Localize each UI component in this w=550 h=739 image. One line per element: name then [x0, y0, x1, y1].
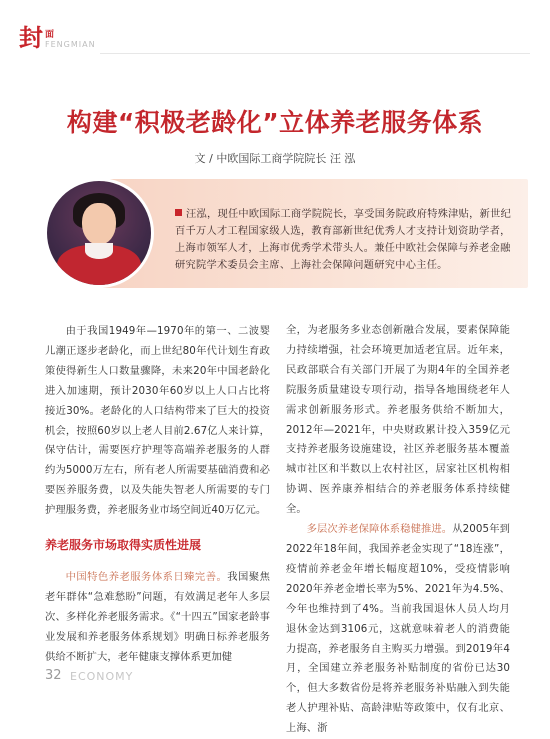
- paragraph-1: 由于我国1949年—1970年的第一、二波婴儿潮正逐步老龄化，而上世纪80年代计划生育政策使得新生人口数量骤降，未来20年中国老龄化进入加速期，预计2030年60岁以上人口占比将接近30%。老龄化的人口结构带来了巨大的投资机会，按照60岁以上老人目前2.67亿人来计算，保守估计，需要医疗护理等高端养老服务的人群约为5000万左右，所有老人所需要基础消费和必要医养服务费，以及失能失智老人所需要的专门护理服务费，养老服务业市场空间近40万亿元。: [45, 325, 270, 517]
- author-portrait: [47, 181, 151, 285]
- paragraph-2-lead: 中国特色养老服务体系日臻完善。: [65, 571, 228, 583]
- paragraph-4-body: 从2005年到2022年18年间，我国养老金实现了“18连涨”，疫情前养老金年增长幅度超10%，受疫情影响2020年养老金增长率为5%、2021年为4.5%、今年也维持到了4%。当前我国退休人员人均月退休金达到3106元，这就意味着老人的消费能力提高，养老服务自主购买力增强。到2019年4月，全国建立养老服务补贴制度的省份已达30个，但大多数省份是将养老服务补贴融入到失能老人护理补贴、高龄津贴等政策中，仅有北京、上海、浙: [286, 523, 511, 735]
- author-bio: [175, 206, 515, 274]
- column-title: 封: [19, 24, 43, 52]
- paragraph-3: 全，为老服务多业态创新融合发展，要素保障能力持续增强，社会环境更加适老宜居。近年来，民政部联合有关部门开展了为期4年的全国养老院服务质量建设专项行动，指导各地围绕老年人需求创新服务形式。养老服务供给不断加大，2012年—2021年，中央财政累计投入359亿元支持养老服务设施建设，社区养老服务基本覆盖城市社区和半数以上农村社区，居家社区机构相协调、医养康养相结合的养老服务体系持续健全。: [286, 324, 510, 516]
- body-column-left-lower: [45, 568, 270, 668]
- page-number: 32: [45, 668, 62, 683]
- column-brand: [19, 26, 96, 50]
- column-title-suffix: 面: [45, 30, 55, 40]
- paragraph-4-lead: 多层次养老保障体系稳健推进。: [306, 523, 453, 536]
- paragraph-2-body: 我国聚焦老年群体“急难愁盼”问题，有效满足老年人多层次、多样化养老服务需求。《“十四五”国家老龄事业发展和养老服务体系规划》明确日标养老服务供给不断扩大，老年健康支撑体系更加健: [45, 571, 270, 663]
- paragraph-4: [286, 520, 510, 739]
- body-column-right: [286, 321, 510, 739]
- paragraph-2: [45, 568, 270, 668]
- header-divider: [100, 53, 530, 54]
- section-heading: 养老服务市场取得实质性进展: [45, 538, 202, 552]
- article-byline: 文 / 中欧国际工商学院院长 汪 泓: [194, 152, 356, 165]
- portrait-collar: [85, 243, 113, 259]
- column-title-pinyin: FENGMIAN: [45, 40, 96, 49]
- bio-bullet-icon: [175, 209, 182, 216]
- footer-section: ECONOMY: [70, 670, 134, 683]
- portrait-face: [82, 203, 116, 245]
- article-title: 构建“积极老龄化”立体养老服务体系: [66, 108, 484, 137]
- author-bio-text: 汪泓，现任中欧国际工商学院院长，享受国务院政府特殊津贴，新世纪百千万人才工程国家级人选，教育部新世纪优秀人才支持计划资助学者，上海市领军人才，上海市优秀学术带头人。兼任中欧社会保障与养老金融研究院学术委员会主席、上海社会保障问题研究中心主任。: [175, 209, 512, 271]
- body-column-left: [45, 322, 270, 521]
